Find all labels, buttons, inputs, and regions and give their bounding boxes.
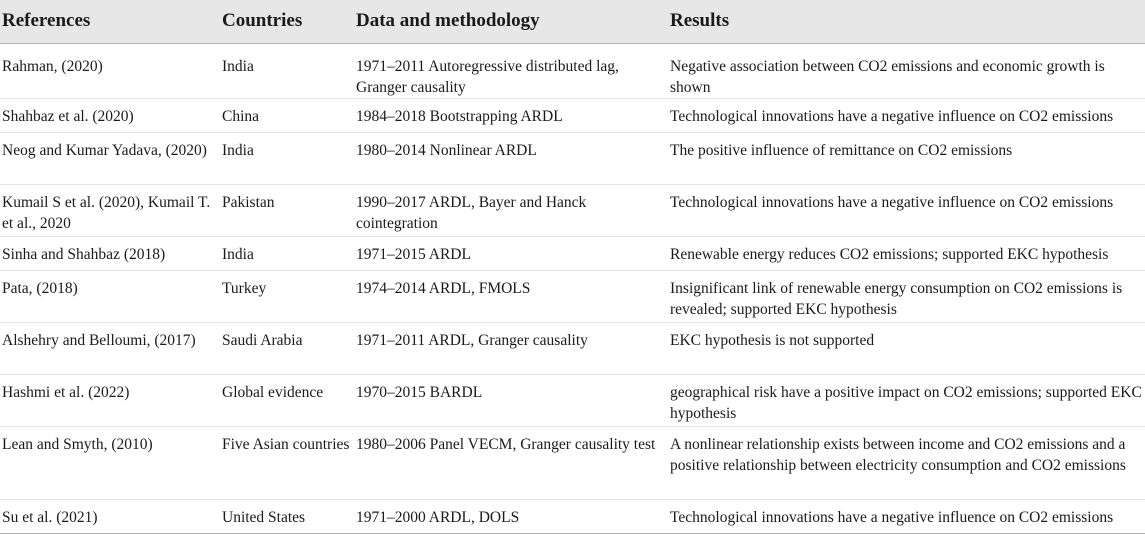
cell-country: Turkey [222, 279, 267, 297]
cell-method: 1990–2017 ARDL, Bayer and Hanck cointegration [356, 193, 587, 232]
header-countries: Countries [222, 10, 303, 32]
table-row [0, 43, 1145, 98]
cell-result: Technological innovations have a negative influence on CO2 emissions [670, 193, 1114, 211]
header-references: References [2, 10, 91, 32]
cell-reference: Sinha and Shahbaz (2018) [2, 245, 166, 263]
cell-result: Renewable energy reduces CO2 emissions; supported EKC hypothesis [670, 245, 1109, 263]
cell-result: geographical risk have a positive impact on CO2 emissions; supported EKC hypothesis [670, 383, 1142, 422]
cell-reference: Shahbaz et al. (2020) [2, 107, 134, 125]
cell-reference: Lean and Smyth, (2010) [2, 435, 153, 453]
table-header-row [0, 0, 1145, 43]
cell-country: China [222, 107, 260, 125]
table-row [0, 184, 1145, 236]
cell-reference: Kumail S et al. (2020), Kumail T. et al., 2020 [2, 193, 211, 232]
cell-country: Pakistan [222, 193, 275, 211]
cell-result: Insignificant link of renewable energy consumption on CO2 emissions is revealed; supported EKC hypothesis [670, 279, 1123, 318]
cell-result: Negative association between CO2 emissions and economic growth is shown [670, 57, 1105, 96]
table-row [0, 270, 1145, 322]
cell-method: 1980–2014 Nonlinear ARDL [356, 141, 537, 159]
cell-reference: Hashmi et al. (2022) [2, 383, 130, 401]
header-data-methodology: Data and methodology [356, 10, 540, 32]
cell-method: 1974–2014 ARDL, FMOLS [356, 279, 531, 297]
table-row [0, 236, 1145, 270]
table-row [0, 98, 1145, 132]
cell-country: India [222, 141, 254, 159]
cell-reference: Rahman, (2020) [2, 57, 103, 75]
cell-country: India [222, 245, 254, 263]
cell-result: The positive influence of remittance on CO2 emissions [670, 141, 1013, 159]
cell-method: 1980–2006 Panel VECM, Granger causality test [356, 435, 656, 453]
cell-result: Technological innovations have a negative influence on CO2 emissions [670, 508, 1114, 526]
cell-country: Saudi Arabia [222, 331, 303, 349]
table-row [0, 132, 1145, 184]
cell-country: Global evidence [222, 383, 324, 401]
cell-reference: Alshehry and Belloumi, (2017) [2, 331, 196, 349]
cell-country: United States [222, 508, 306, 526]
header-results: Results [670, 10, 730, 32]
cell-reference: Neog and Kumar Yadava, (2020) [2, 141, 207, 159]
table-row [0, 426, 1145, 499]
cell-method: 1970–2015 BARDL [356, 383, 483, 401]
cell-method: 1984–2018 Bootstrapping ARDL [356, 107, 563, 125]
cell-method: 1971–2011 ARDL, Granger causality [356, 331, 588, 349]
table-row [0, 499, 1145, 533]
cell-result: Technological innovations have a negative influence on CO2 emissions [670, 107, 1114, 125]
table-row [0, 374, 1145, 426]
cell-country: India [222, 57, 254, 75]
cell-country: Five Asian countries [222, 435, 350, 453]
cell-method: 1971–2000 ARDL, DOLS [356, 508, 520, 526]
cell-reference: Pata, (2018) [2, 279, 78, 297]
cell-result: A nonlinear relationship exists between income and CO2 emissions and a positive relationship between electricity consumption and CO2 emissions [670, 435, 1126, 474]
table-row [0, 322, 1145, 374]
cell-method: 1971–2011 Autoregressive distributed lag, Granger causality [356, 57, 619, 96]
cell-method: 1971–2015 ARDL [356, 245, 471, 263]
cell-result: EKC hypothesis is not supported [670, 331, 875, 349]
cell-reference: Su et al. (2021) [2, 508, 98, 526]
